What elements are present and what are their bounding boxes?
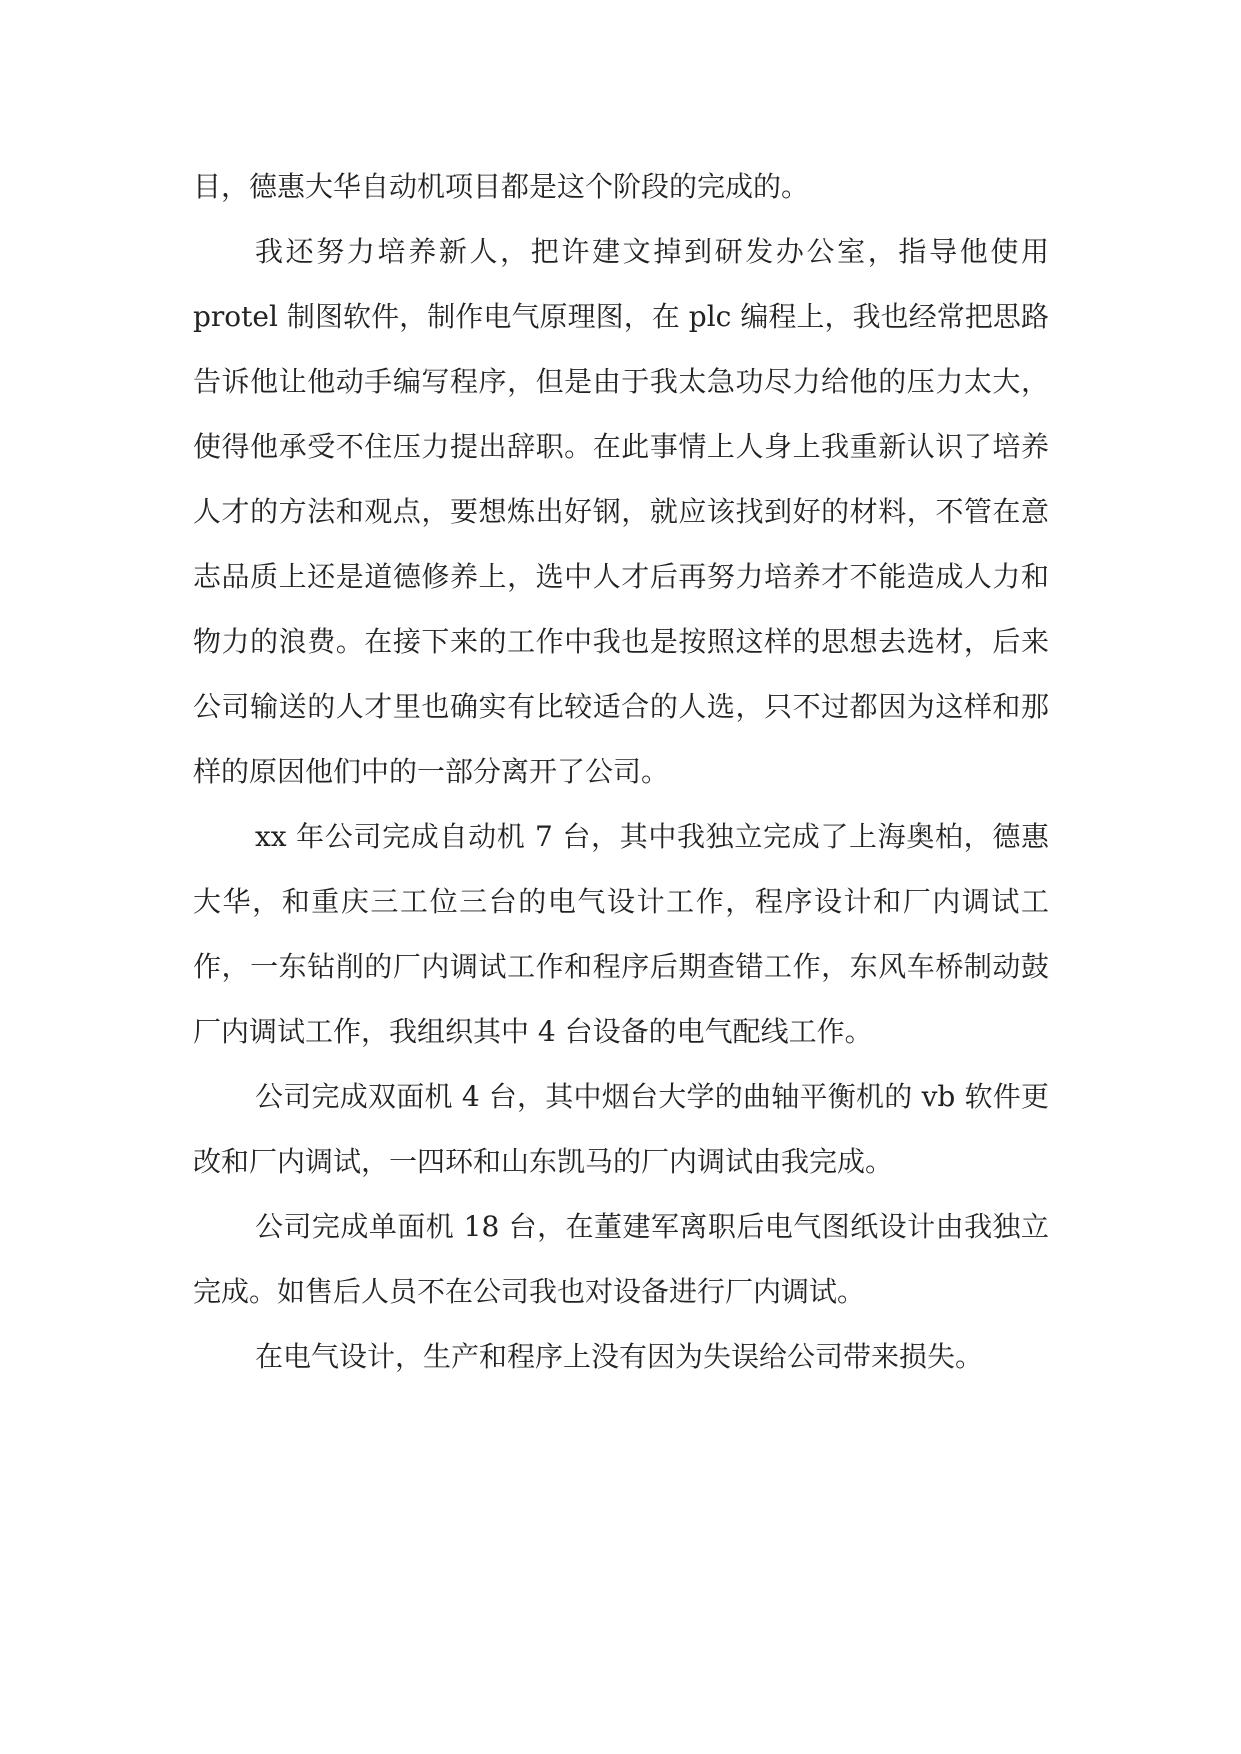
paragraph-single-sided-machines: 公司完成单面机 18 台，在董建军离职后电气图纸设计由我独立完成。如售后人员不在公司我也对设备进行厂内调试。 xyxy=(193,1210,1049,1308)
paragraph-no-losses: 在电气设计，生产和程序上没有因为失误给公司带来损失。 xyxy=(255,1340,984,1373)
paragraph-training-new-staff: 我还努力培养新人，把许建文掉到研发办公室，指导他使用 protel 制图软件，制作电气原理图，在 plc 编程上，我也经常把思路告诉他让他动手编写程序，但是由于我太急功尽力给他的压力太大，使得他承受不住压力提出辞职。在此事情上人身上我重新认识了培养人才的方法和观点，要想炼出好钢，就应该找到好的材料，不管在意志品质上还是道德修养上，选中人才后再努力培养才不能造成人力和物力的浪费。在接下来的工作中我也是按照这样的思想去选材，后来公司输送的人才里也确实有比较适合的人选，只不过都因为这样和那样的原因他们中的一部分离开了公司。 xyxy=(193,235,1049,788)
paragraph-continuation: 目，德惠大华自动机项目都是这个阶段的完成的。 xyxy=(193,170,810,203)
document-body xyxy=(193,154,1049,1389)
paragraph-double-sided-machines: 公司完成双面机 4 台，其中烟台大学的曲轴平衡机的 vb 软件更改和厂内调试，一四环和山东凯马的厂内调试由我完成。 xyxy=(193,1080,1049,1178)
paragraph-automatic-machines: xx 年公司完成自动机 7 台，其中我独立完成了上海奥柏，德惠大华，和重庆三工位三台的电气设计工作，程序设计和厂内调试工作，一东钻削的厂内调试工作和程序后期查错工作，东风车桥制动鼓厂内调试工作，我组织其中 4 台设备的电气配线工作。 xyxy=(193,820,1049,1048)
